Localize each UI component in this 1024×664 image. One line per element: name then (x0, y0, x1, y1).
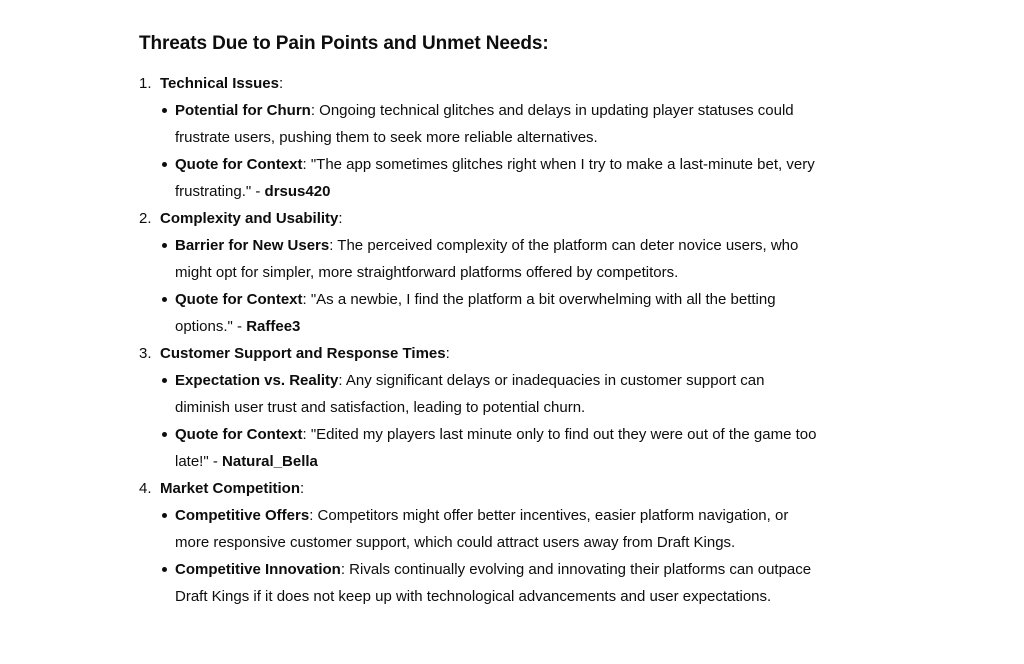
point-text: : "As a newbie, I find the platform a bit overwhelming with all the betting options." - (175, 291, 776, 335)
point-item (175, 232, 819, 286)
threat-number: 3. (139, 345, 152, 362)
quote-author: Natural_Bella (222, 453, 318, 470)
point-item (175, 97, 819, 151)
threat-item: 4. Market Competition: Competitive Offers: Competitors might offer better incentives, easier platform navigation, or more responsive customer support, which could attract users away from Draft Kings. Competitive Innovation: Rivals continually evolving and innovating their platforms can outpace Draft Kings if it does not keep up with technological advancements and user expectations. (139, 475, 819, 610)
threat-list (139, 70, 819, 610)
point-label: Expectation vs. Reality (175, 372, 339, 389)
document-content (139, 30, 819, 610)
point-text: : "The app sometimes glitches right when I try to make a last-minute bet, very frustrating." - (175, 156, 815, 200)
point-item (175, 151, 819, 205)
point-label: Competitive Innovation (175, 561, 341, 578)
point-item (175, 556, 819, 610)
quote-author: Raffee3 (246, 318, 301, 335)
point-text: : The perceived complexity of the platform can deter novice users, who might opt for simpler, more straightforward platforms offered by competitors. (175, 237, 799, 281)
point-label: Quote for Context (175, 291, 303, 308)
point-label: Barrier for New Users (175, 237, 330, 254)
threat-number: 4. (139, 480, 152, 497)
point-label: Quote for Context (175, 426, 303, 443)
point-item (175, 286, 819, 340)
point-label: Potential for Churn (175, 102, 311, 119)
point-label: Competitive Offers (175, 507, 310, 524)
point-text: : Competitors might offer better incentives, easier platform navigation, or more responsive customer support, which could attract users away from Draft Kings. (175, 507, 789, 551)
threat-title: Technical Issues (160, 75, 279, 92)
quote-author: drsus420 (264, 183, 331, 200)
threat-number: 2. (139, 210, 152, 227)
section-heading: Threats Due to Pain Points and Unmet Needs: (139, 33, 549, 54)
point-text: : Any significant delays or inadequacies in customer support can diminish user trust and satisfaction, leading to potential churn. (175, 372, 765, 416)
threat-item: 2. Complexity and Usability: Barrier for New Users: The perceived complexity of the platform can deter novice users, who might opt for simpler, more straightforward platforms offered by competitors. Quote for Context: "As a newbie, I find the platform a bit overwhelming with all the betting options." - Raffee3 (139, 205, 819, 340)
threat-title: Market Competition (160, 480, 301, 497)
point-item (175, 367, 819, 421)
threat-title: Customer Support and Response Times (160, 345, 446, 362)
point-item (175, 421, 819, 475)
threat-points (139, 367, 819, 475)
threat-number: 1. (139, 75, 152, 92)
threat-item: 1. Technical Issues: Potential for Churn: Ongoing technical glitches and delays in updating player statuses could frustrate users, pushing them to seek more reliable alternatives. Quote for Context: "The app sometimes glitches right when I try to make a last-minute bet, very frustrating." - drsus420 (139, 70, 819, 205)
threat-points (139, 502, 819, 610)
threat-points (139, 97, 819, 205)
point-label: Quote for Context (175, 156, 303, 173)
point-text: : Ongoing technical glitches and delays in updating player statuses could frustrate users, pushing them to seek more reliable alternatives. (175, 102, 794, 146)
threat-item: 3. Customer Support and Response Times: Expectation vs. Reality: Any significant delays or inadequacies in customer support can diminish user trust and satisfaction, leading to potential churn. Quote for Context: "Edited my players last minute only to find out they were out of the game too late!" - Natural_Bella (139, 340, 819, 475)
point-text: : Rivals continually evolving and innovating their platforms can outpace Draft Kings if it does not keep up with technological advancements and user expectations. (175, 561, 812, 605)
threat-points (139, 232, 819, 340)
threat-title: Complexity and Usability (160, 210, 339, 227)
point-text: : "Edited my players last minute only to find out they were out of the game too late!" - (175, 426, 817, 470)
point-item (175, 502, 819, 556)
